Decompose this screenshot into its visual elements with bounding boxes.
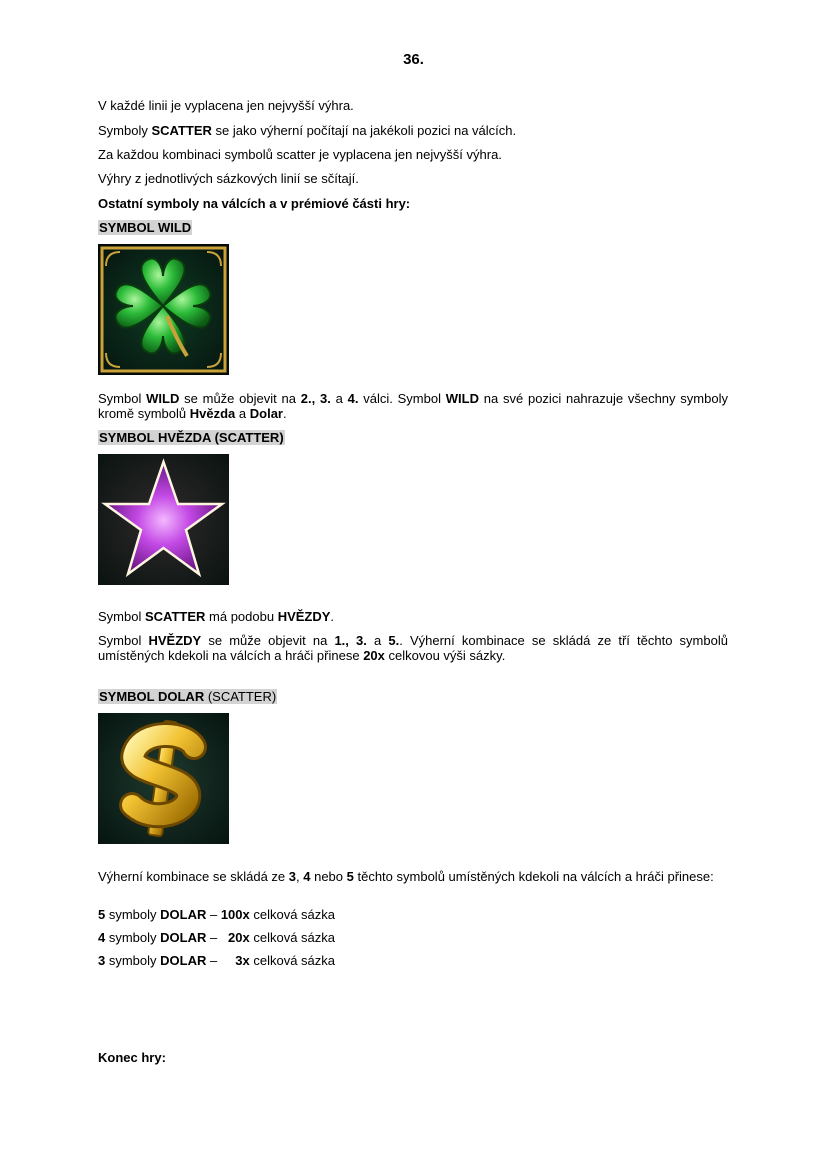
text: celková sázka — [249, 907, 336, 922]
wild-heading-line — [98, 220, 728, 235]
section-heading — [98, 689, 277, 704]
wild-description — [98, 391, 728, 421]
dash: – — [206, 907, 221, 922]
bold-text: WILD — [445, 391, 479, 406]
multiplier: 100x — [220, 907, 250, 922]
bold-text: 20x — [363, 648, 385, 663]
text: . Výherní kombinace se skládá ze tří těchto symbolů umístěných kdekoli na válcích a hráči přinese — [98, 633, 728, 663]
bold-text: Hvězda — [189, 406, 236, 421]
count: 4 — [98, 930, 106, 945]
text: Výherní kombinace se skládá ze — [98, 869, 289, 884]
text: a — [366, 633, 389, 648]
text: na své pozici nahrazuje všechny symboly kromě symbolů — [98, 391, 728, 421]
intro-line-1: V každé linii je vyplacena jen nejvyšší výhra. — [98, 98, 354, 113]
symbol-name: DOLAR — [160, 953, 207, 968]
text: celková sázka — [249, 930, 336, 945]
bold-text: 4. — [347, 391, 359, 406]
text: symboly — [105, 930, 161, 945]
symbol-name: DOLAR — [160, 930, 207, 945]
text: Symbol — [98, 391, 147, 406]
text: , — [296, 869, 304, 884]
page-number: 36. — [403, 51, 424, 68]
bold-text: HVĚZDY — [277, 609, 331, 624]
multiplier: 3x — [235, 953, 250, 968]
text: Symbol — [98, 609, 145, 624]
symbol-name: DOLAR — [160, 907, 207, 922]
end-heading: Konec hry: — [98, 1050, 166, 1065]
dolar-heading-line — [98, 689, 728, 704]
text: těchto symbolů umístěných kdekoli na válcích a hráči přinese: — [353, 869, 714, 884]
text: celková sázka — [249, 953, 335, 968]
bold-text: HVĚZDY — [148, 633, 202, 648]
dash: – — [206, 930, 229, 945]
bold-text: 4 — [303, 869, 311, 884]
section-heading: SYMBOL HVĚZDA (SCATTER) — [99, 430, 284, 445]
clover-icon — [98, 244, 229, 375]
dash: – — [206, 953, 236, 968]
text: . — [282, 406, 287, 421]
text: symboly — [105, 953, 161, 968]
text: se může objevit na — [179, 391, 301, 406]
section-heading: SYMBOL WILD — [99, 220, 192, 235]
bold-text: 5 — [346, 869, 354, 884]
count: 5 — [98, 907, 106, 922]
bold-text: WILD — [146, 391, 180, 406]
bold-text: SCATTER — [151, 123, 212, 138]
intro-line-3: Za každou kombinaci symbolů scatter je vyplacena jen nejvyšší výhra. — [98, 147, 502, 162]
heading-suffix: (SCATTER) — [204, 689, 277, 704]
bold-text: Dolar — [249, 406, 283, 421]
text: a — [235, 406, 250, 421]
star-description — [98, 633, 728, 663]
heading-text: SYMBOL DOLAR — [99, 689, 205, 704]
bold-text: 3. — [320, 391, 331, 406]
text: celkovou výši sázky. — [384, 648, 506, 663]
text: válci. Symbol — [358, 391, 446, 406]
text: . — [330, 609, 335, 624]
payout-row — [98, 907, 728, 922]
text: Symboly — [98, 123, 152, 138]
dolar-description — [98, 869, 728, 884]
star-icon — [98, 454, 229, 585]
bold-text: 1., 3. — [334, 633, 367, 648]
multiplier: 20x — [228, 930, 250, 945]
text: se jako výherní počítají na jakékoli pozici na válcích. — [211, 123, 517, 138]
intro-line-4: Výhry z jednotlivých sázkových linií se sčítají. — [98, 171, 359, 186]
text: má podobu — [205, 609, 278, 624]
star-line-1 — [98, 609, 728, 624]
text: se může objevit na — [201, 633, 335, 648]
count: 3 — [98, 953, 106, 968]
bold-text: 2., — [300, 391, 316, 406]
dollar-icon — [98, 713, 229, 844]
text: Symbol — [98, 633, 149, 648]
bold-text: 5. — [388, 633, 400, 648]
star-heading-line — [98, 430, 728, 445]
bold-text: 3 — [288, 869, 297, 884]
text: nebo — [310, 869, 347, 884]
bold-text: SCATTER — [144, 609, 206, 624]
text: symboly — [105, 907, 161, 922]
payout-row — [98, 930, 728, 945]
intro-line-2 — [98, 123, 728, 138]
intro-line-5: Ostatní symboly na válcích a v prémiové části hry: — [98, 196, 411, 211]
payout-row — [98, 953, 728, 968]
text: a — [330, 391, 348, 406]
